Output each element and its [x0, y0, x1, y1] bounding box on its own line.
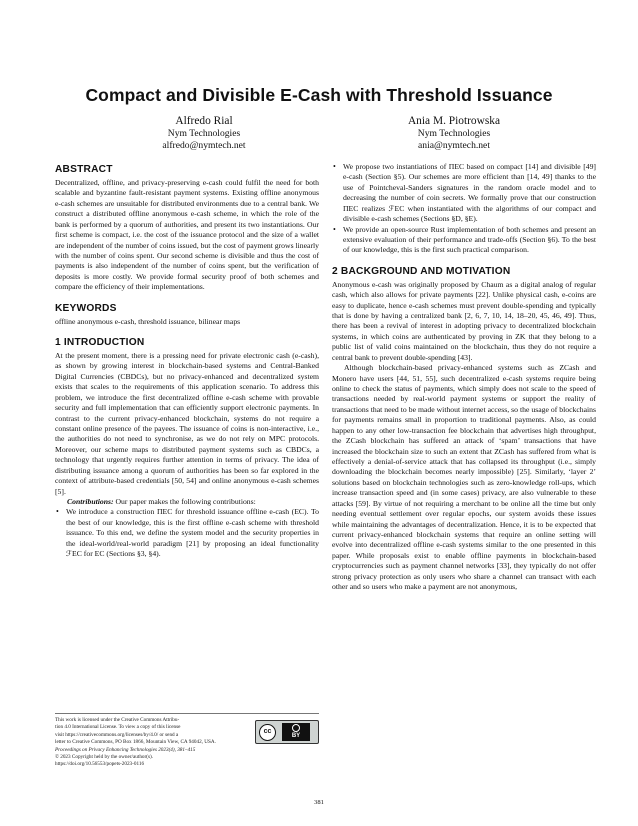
contributions-lead: Contributions: — [67, 496, 114, 506]
introduction-paragraph: At the present moment, there is a pressing need for private electronic cash (e-cash), as shown by growing interest in blockchain-based systems and Central-Banked Digital Currencies (CBDCs), but no privacy-enhanced and decentralized system exists that scales to the requirements of this application scenario. To address this problem, we introduce the first decentralized offline e-cash scheme with provable security and full implementation that can efficiently support electronic payments. In contrast to the current privacy-enhanced blockchain, systems do not require a constant online presence of the payees. The issuance of coins is non-interactive, i.e., the authorities do not need to synchronise, as we do not rely on MPC protocols. Moreover, our scheme maps to distributed payment systems such as CBDCs, a technology that urgently requires further attention in terms of privacy. The idea of distributing issuance among a quorum of authorities has been so far explored in the context of attribute-based credentials [50, 54] and online anonymous e-cash schemes [5]. — [55, 351, 319, 496]
footnote-line: This work is licensed under the Creative Commons Attribu- — [55, 717, 180, 723]
background-heading: 2 BACKGROUND AND MOTIVATION — [332, 265, 511, 277]
author-name: Alfredo Rial — [175, 115, 233, 127]
left-column — [55, 164, 319, 560]
author-block-1 — [74, 114, 334, 152]
footnote-line: Proceedings on Privacy Enhancing Technologies 2023(4), 381–415 — [55, 746, 196, 753]
author-email: alfredo@nymtech.net — [162, 140, 246, 152]
author-name: Ania M. Piotrowska — [407, 115, 501, 127]
person-icon — [292, 724, 300, 732]
footnote-text — [55, 717, 243, 739]
right-column — [332, 162, 596, 592]
footnote-line: tion 4.0 International License. To view a copy of this license — [55, 724, 181, 731]
by-label: BY — [291, 732, 301, 739]
contributions-list — [55, 507, 319, 559]
contribution-item: • We introduce a construction ΠEC for threshold issuance offline e-cash (EC). To the best of our knowledge, this is the first offline e-cash scheme with threshold issuance. To this end, we define the system model and the security properties in the ideal-world/real-world paradigm [21] by proposing an ideal functionality ℱEC for EC (Sections §3, §4). — [55, 507, 319, 559]
contributions-intro: Our paper makes the following contributions: — [113, 496, 256, 506]
page-number: 381 — [314, 799, 324, 806]
keywords-heading: KEYWORDS — [55, 302, 117, 314]
introduction-heading: 1 INTRODUCTION — [55, 337, 145, 349]
background-paragraph-1: Anonymous e-cash was originally proposed by Chaum as a digital analog of regular cash, which also allows for private payments [22]. Unlike physical cash, e-coins are easy to duplicate, hence e-cash schemes must prevent double-spending and typically that is done by having a centralized bank [2, 6, 7, 10, 14, 18–20, 45, 46, 49]. Thus, there has been a revival of interest in adopting privacy to decentralized blockchain systems, in which coins are authenticated by proving in ZK that they belong to a public list of valid coins maintained on the blockchain, thus they do not require a central bank to prevent double-spending [43]. — [332, 279, 596, 362]
footnote-line: visit https://creativecommons.org/licenses/by/4.0/ or send a — [55, 731, 179, 738]
author-block-2 — [324, 114, 584, 152]
license-footnote — [55, 713, 319, 769]
contributions-list-continued — [332, 162, 596, 256]
background-paragraph-2: Although blockchain-based privacy-enhanced systems such as ZCash and Monero have users [44, 51, 55], such decentralized e-cash systems require being online to check the status of payments, which simply does not scale to the speed of transactions needed by real-world payment systems or support the reality of transactions that need to be made without internet access, so the usage of blockchains for payments remains small in proportion to traditional payments. Also, as could happen to any other low-transaction fee blockchain that advertises high throughput, the ZCash blockchain has suffered an attack of ‘spam’ transactions that have increased the blockchain size to such an extent that ZCash has suffered from what is effectively a denial-of-service attack that has collapsed its throughput (i.e., simply downloading the blockchain becomes nearly impossible) [25]. Similarly, ‘layer 2’ solutions based on blockchain technologies such as zero-knowledge roll-ups, which increase transaction speed and (in some cases) privacy, are also vulnerable to these attacks [59]. By virtue of not requiring a merchant to be online all the time but only needing eventual settlement over regular epochs, our system avoids these issues while maintaining the advantages of decentralization. Hence, it is to be expected that current privacy-enhanced blockchain systems that require an online setting will evolve into decentralized offline e-cash systems similar to the one presented in this paper. While proposals exist to enable offline payments in blockchain-based cryptocurrencies such as payment channel networks [33], they typically do not offer strong privacy protection as only users who share a channel can transact with each other and so users who make a payment are not anonymous, — [332, 363, 596, 592]
abstract-heading: ABSTRACT — [55, 164, 113, 175]
contributions-paragraph — [55, 497, 319, 507]
contribution-item: • We provide an open-source Rust implementation of both schemes and present an extensive evaluation of their performance and trade-offs (Section §6). To the best of our knowledge, this is the first such practical comparison. — [332, 225, 596, 256]
cc-by-license-badge — [255, 720, 319, 744]
footnote-line: letter to Creative Commons, PO Box 1866, Mountain View, CA 94042, USA. — [55, 739, 216, 746]
author-affiliation: Nym Technologies — [167, 128, 241, 139]
contribution-item: • We propose two instantiations of ΠEC based on compact [14] and divisible [49] e-cash (Section §5). Our schemes are more efficient than [14, 49] thanks to the use of Pointcheval-Sanders signatures in the random oracle model and to decreasing the number of coin secrets. We formally prove that our construction ΠEC realizes ℱEC when instantiated with the algorithms of our compact and divisible e-cash schemes (Sections §D, §E). — [332, 162, 596, 225]
attribution-icon — [282, 723, 310, 741]
creative-commons-icon: cc — [259, 724, 276, 741]
author-affiliation: Nym Technologies — [417, 128, 491, 139]
abstract-text: Decentralized, offline, and privacy-preserving e-cash could fulfil the need for both scalable and byzantine fault-resistant payment systems. Existing offline anonymous e-cash schemes are unsuitable for distributed environments due to a central bank. We construct a distributed offline anonymous e-cash scheme, in which the role of the bank is performed by a quorum of authorities, and present its two instantiations. Our first scheme is compact, i.e. the cost of the issuance protocol and the size of a wallet are independent of the number of coins issued, but the cost of payment grows linearly with the number of coins spent. Our second scheme is divisible and thus the cost of payments is also independent of the number of coins spent, but the verification of deposits is more costly. We provide formal security proof of both schemes and compare the efficiency of their implementations. — [55, 178, 319, 292]
footnote-line: https://doi.org/10.56553/popets-2023-0116 — [55, 761, 145, 768]
keywords-text: offline anonymous e-cash, threshold issuance, bilinear maps — [55, 316, 241, 326]
paper-title: Compact and Divisible E-Cash with Threshold Issuance — [85, 85, 553, 105]
footnote-line: © 2023 Copyright held by the owner/author(s). — [55, 754, 154, 761]
author-email: ania@nymtech.net — [418, 140, 490, 152]
